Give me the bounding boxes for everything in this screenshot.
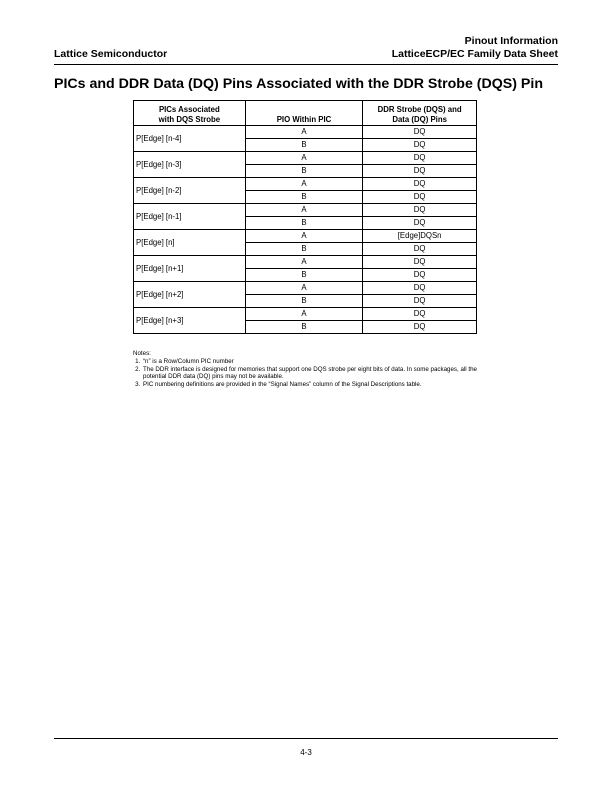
dq-cell: DQ	[363, 282, 477, 295]
header-rule	[54, 64, 558, 65]
dq-cell: [Edge]DQSn	[363, 230, 477, 243]
dq-cell: DQ	[363, 295, 477, 308]
notes	[133, 350, 493, 389]
header-doc-title: LatticeECP/EC Family Data Sheet	[391, 48, 558, 60]
footer-rule	[54, 738, 558, 739]
section-title: PICs and DDR Data (DQ) Pins Associated with the DDR Strobe (DQS) Pin	[54, 76, 543, 92]
header-section: Pinout Information	[464, 35, 558, 47]
pio-cell: B	[245, 165, 363, 178]
pio-cell: B	[245, 191, 363, 204]
pio-cell: A	[245, 126, 363, 139]
table-header-row	[134, 101, 477, 126]
col-header-pic-line1: PICs Associated	[158, 105, 220, 114]
pio-cell: B	[245, 269, 363, 282]
col-header-pio: PIO Within PIC	[245, 101, 363, 126]
table-row	[134, 152, 477, 165]
note-item: 2. The DDR interface is designed for memories that support one DQS strobe per eight bits of data. In some packages, all the potential DDR data (DQ) pins may not be available.	[142, 366, 493, 382]
pic-cell: P[Edge] [n-3]	[134, 152, 246, 178]
dqs-pin-table	[133, 100, 477, 334]
pic-cell: P[Edge] [n-4]	[134, 126, 246, 152]
pio-cell: B	[245, 139, 363, 152]
page-number: 4-3	[300, 748, 312, 757]
dq-cell: DQ	[363, 243, 477, 256]
pic-cell: P[Edge] [n-1]	[134, 204, 246, 230]
table-row	[134, 256, 477, 269]
dq-cell: DQ	[363, 139, 477, 152]
dq-cell: DQ	[363, 165, 477, 178]
pic-cell: P[Edge] [n+2]	[134, 282, 246, 308]
col-header-dq	[363, 101, 477, 126]
table-row	[134, 308, 477, 321]
pio-cell: A	[245, 204, 363, 217]
note-item: 1. “n” is a Row/Column PIC number	[142, 358, 493, 366]
pic-cell: P[Edge] [n]	[134, 230, 246, 256]
pio-cell: B	[245, 217, 363, 230]
pio-cell: A	[245, 282, 363, 295]
dq-cell: DQ	[363, 152, 477, 165]
table-row	[134, 126, 477, 139]
dq-cell: DQ	[363, 308, 477, 321]
dq-cell: DQ	[363, 126, 477, 139]
col-header-pic	[134, 101, 246, 126]
col-header-dq-line1: DDR Strobe (DQS) and	[377, 105, 462, 114]
pio-cell: B	[245, 243, 363, 256]
table-row	[134, 178, 477, 191]
header-company: Lattice Semiconductor	[54, 48, 168, 60]
pio-cell: B	[245, 295, 363, 308]
dq-cell: DQ	[363, 178, 477, 191]
table-row	[134, 282, 477, 295]
dq-cell: DQ	[363, 191, 477, 204]
col-header-pic-line2: with DQS Strobe	[158, 114, 221, 124]
dq-cell: DQ	[363, 217, 477, 230]
pio-cell: A	[245, 178, 363, 191]
pic-cell: P[Edge] [n+3]	[134, 308, 246, 334]
table-row	[134, 230, 477, 243]
dq-cell: DQ	[363, 269, 477, 282]
dq-cell: DQ	[363, 321, 477, 334]
note-item: 3. PIC numbering definitions are provided in the “Signal Names” column of the Signal Descriptions table.	[142, 381, 493, 389]
header-right	[392, 35, 558, 61]
pio-cell: A	[245, 308, 363, 321]
col-header-dq-line2: Data (DQ) Pins	[392, 114, 447, 124]
dq-cell: DQ	[363, 204, 477, 217]
pio-cell: A	[245, 230, 363, 243]
dq-cell: DQ	[363, 256, 477, 269]
pic-cell: P[Edge] [n+1]	[134, 256, 246, 282]
pio-cell: A	[245, 152, 363, 165]
pio-cell: B	[245, 321, 363, 334]
notes-list	[133, 358, 493, 389]
pic-cell: P[Edge] [n-2]	[134, 178, 246, 204]
notes-title: Notes:	[133, 350, 151, 357]
pio-cell: A	[245, 256, 363, 269]
table-row	[134, 204, 477, 217]
